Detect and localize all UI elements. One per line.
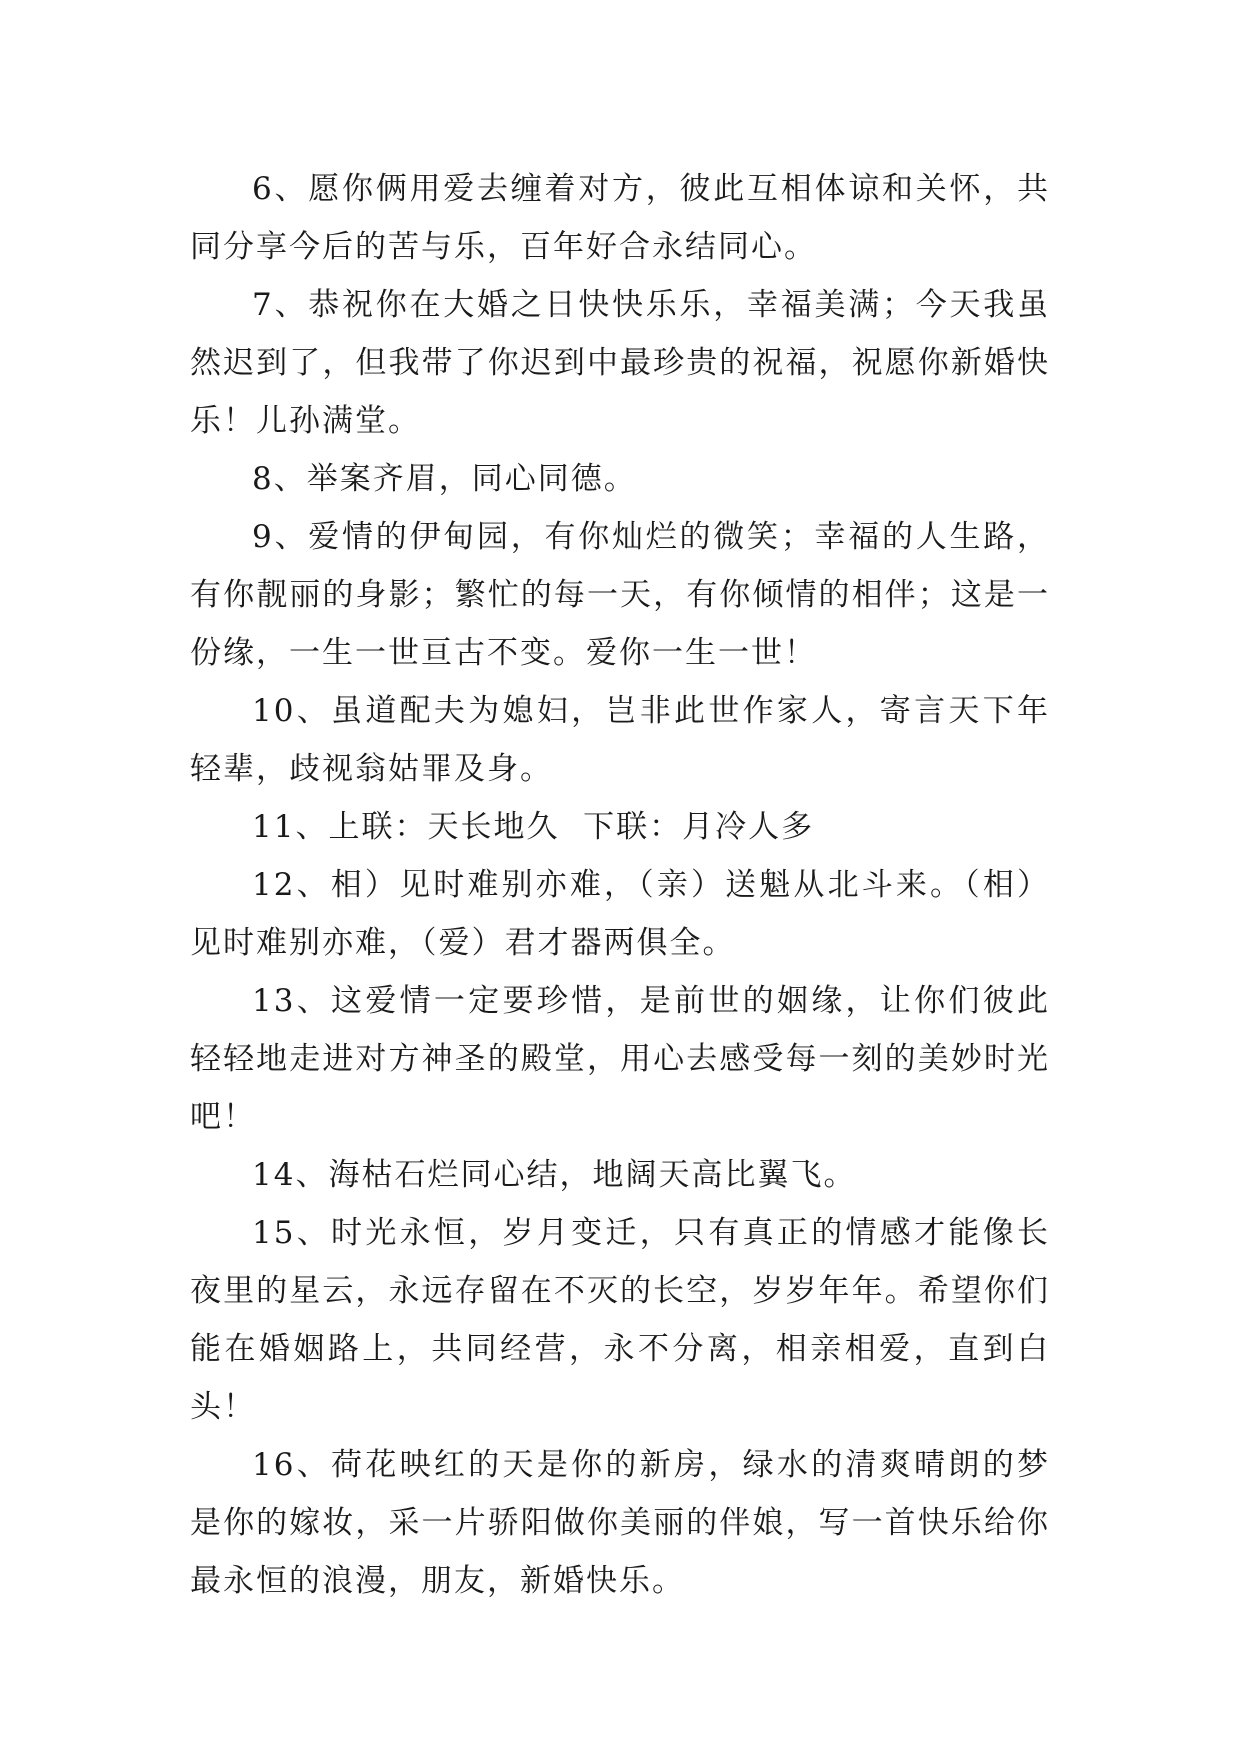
paragraph-14: 14、海枯石烂同心结，地阔天高比翼飞。: [252, 1157, 857, 1193]
paragraph-15: 15、时光永恒，岁月变迁，只有真正的情感才能像长夜里的星云，永远存留在不灭的长空，岁岁年年。希望你们能在婚姻路上，共同经营，永不分离，相亲相爱，直到白头！: [190, 1215, 1050, 1425]
paragraph-12: 12、相）见时难别亦难，（亲）送魁从北斗来。（相）见时难别亦难，（爱）君才器两俱全。: [190, 867, 1050, 961]
paragraph-6: 6、愿你俩用爱去缠着对方，彼此互相体谅和关怀，共同分享今后的苦与乐，百年好合永结同心。: [190, 171, 1050, 265]
paragraph-7: 7、恭祝你在大婚之日快快乐乐，幸福美满；今天我虽然迟到了，但我带了你迟到中最珍贵的祝福，祝愿你新婚快乐！儿孙满堂。: [190, 287, 1050, 439]
paragraph-13: 13、这爱情一定要珍惜，是前世的姻缘，让你们彼此轻轻地走进对方神圣的殿堂，用心去感受每一刻的美妙时光吧！: [190, 983, 1050, 1135]
paragraph-10: 10、虽道配夫为媳妇，岂非此世作家人，寄言天下年轻辈，歧视翁姑罪及身。: [190, 693, 1050, 787]
paragraph-9: 9、爱情的伊甸园，有你灿烂的微笑；幸福的人生路，有你靓丽的身影；繁忙的每一天，有你倾情的相伴；这是一份缘，一生一世亘古不变。爱你一生一世！: [190, 519, 1050, 671]
paragraph-16: 16、荷花映红的天是你的新房，绿水的清爽晴朗的梦是你的嫁妆，采一片骄阳做你美丽的伴娘，写一首快乐给你最永恒的浪漫，朋友，新婚快乐。: [190, 1447, 1050, 1599]
document-body: [190, 160, 1050, 1610]
paragraph-8: 8、举案齐眉，同心同德。: [252, 461, 637, 497]
paragraph-11: 11、上联：天长地久 下联：月冷人多: [252, 809, 815, 845]
